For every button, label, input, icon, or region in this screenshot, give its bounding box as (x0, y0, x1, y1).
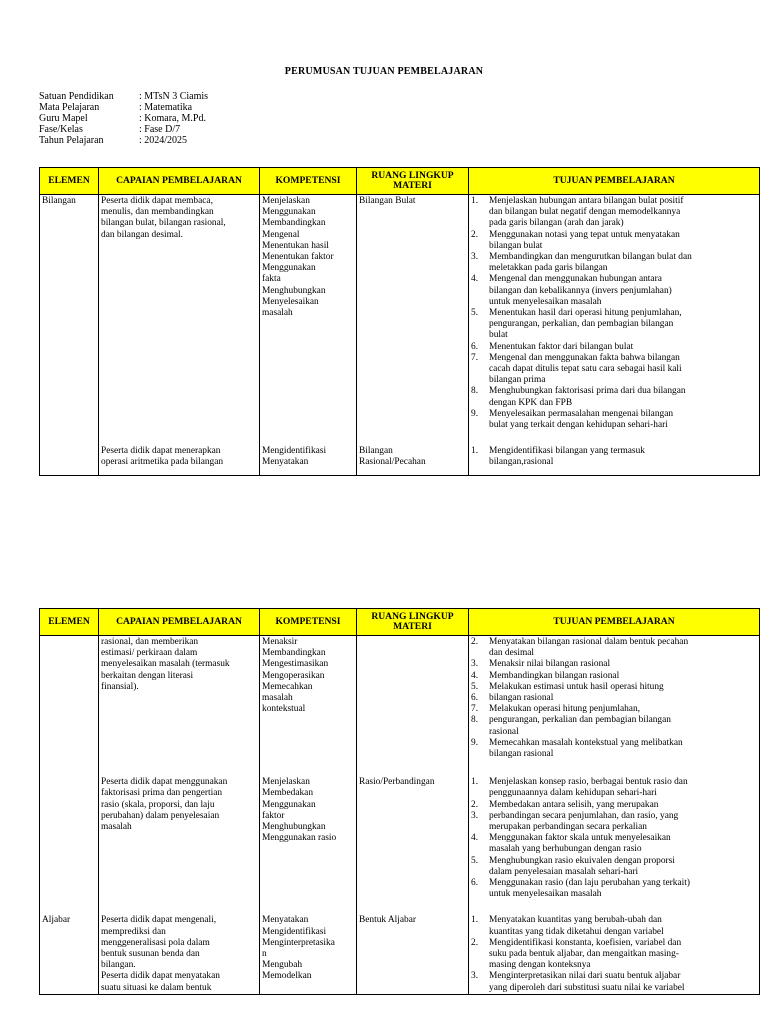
cell-elemen (40, 445, 99, 475)
tujuan-line: Mengenal dan menggunakan hubungan antara (489, 274, 662, 285)
tujuan-line: bilangan dan kebalikannya (invers penjumlahan) (489, 285, 672, 296)
tujuan-number: 3. (471, 252, 479, 263)
tujuan-item (471, 659, 757, 670)
kompetensi-line: Mengidentifikasi (262, 926, 327, 937)
tujuan-text (489, 252, 757, 274)
kompetensi-line: Menghubungkan (262, 285, 326, 296)
tujuan-number: 2. (471, 799, 479, 810)
tujuan-number: 1. (471, 446, 479, 457)
tp-table-page-2 (39, 608, 760, 995)
kompetensi-line: Mengubah (262, 960, 303, 971)
kompetensi-line: Menentukan faktor (262, 252, 334, 263)
cell-tujuan (469, 195, 760, 446)
tujuan-line: merupakan perbandingan secara perkalian (489, 822, 647, 833)
table-row (40, 636, 760, 777)
capaian-line: perubahan) dalam penyelesaian (101, 810, 220, 821)
tujuan-line: bilangan rasional (489, 693, 554, 704)
kompetensi-line: Memodelkan (262, 971, 312, 982)
tujuan-item (471, 856, 757, 878)
kompetensi-line: Mengenal (262, 229, 300, 240)
cell-tujuan (469, 636, 760, 777)
kompetensi-line: Membandingkan (262, 218, 326, 229)
capaian-line: Peserta didik dapat menerapkan (101, 446, 221, 457)
tujuan-text (489, 386, 757, 408)
tujuan-text (489, 800, 757, 811)
tujuan-line: masalah yang berhubungan dengan rasio (489, 844, 642, 855)
tujuan-item (471, 811, 757, 833)
tujuan-line: Membandingkan bilangan rasional (489, 670, 620, 681)
tujuan-line: yang diperoleh dari substitusi suatu nilai ke variabel (489, 982, 685, 993)
tujuan-line: Menginterpretasikan nilai dari suatu bentuk aljabar (489, 971, 681, 982)
tujuan-line: bulat yang terkait dengan kehidupan sehari-hari (489, 420, 668, 431)
kompetensi-line: Menggunakan (262, 799, 316, 810)
capaian-line: faktorisasi prima dan pengertian (101, 788, 223, 799)
capaian-line: masalah (101, 822, 132, 833)
document-meta (39, 91, 208, 146)
kompetensi-line: Menaksir (262, 637, 298, 647)
tujuan-item (471, 386, 757, 408)
tujuan-list (471, 915, 757, 993)
capaian-line: suatu situasi ke dalam bentuk (101, 982, 212, 993)
tujuan-item (471, 800, 757, 811)
capaian-line: Peserta didik dapat mengenali, (101, 915, 217, 926)
kompetensi-line: kontekstual (262, 704, 306, 715)
tujuan-list (471, 777, 757, 900)
tujuan-number: 2. (471, 229, 479, 240)
tujuan-number: 9. (471, 408, 479, 419)
tujuan-text (489, 738, 757, 760)
cell-ruang-lingkup (357, 195, 469, 446)
kompetensi-line: Menyatakan (262, 457, 309, 468)
tujuan-line: dan desimal (489, 648, 535, 659)
tujuan-number: 7. (471, 704, 479, 715)
capaian-line: bilangan bulat, bilangan rasional, (101, 218, 226, 229)
tujuan-number: 9. (471, 737, 479, 748)
tujuan-line: bilangan,rasional (489, 457, 554, 468)
tujuan-line: pengurangan, perkalian dan pembagian bilangan (489, 715, 671, 726)
tujuan-item (471, 704, 757, 715)
tujuan-text (489, 833, 757, 855)
cell-elemen (40, 776, 99, 914)
tujuan-line: Menyatakan kuantitas yang berubah-ubah dan (489, 915, 662, 926)
tujuan-text (489, 704, 757, 715)
table-row (40, 445, 760, 475)
tujuan-text (489, 353, 757, 387)
tujuan-line: dalam penyelesaian masalah sehari-hari (489, 866, 639, 877)
tujuan-line: dengan KPK dan FPB (489, 397, 573, 408)
tujuan-item (471, 230, 757, 252)
tujuan-line: perbandingan secara penjumlahan, dan rasio, yang (489, 810, 679, 821)
kompetensi-line: Menggunakan (262, 207, 316, 218)
tujuan-line: Menentukan hasil dari operasi hitung penjumlahan, (489, 308, 682, 319)
tujuan-text (489, 915, 757, 937)
tujuan-line: Menentukan faktor dari bilangan bulat (489, 341, 634, 352)
capaian-line: dan bilangan desimal. (101, 229, 184, 240)
tujuan-item (471, 971, 757, 993)
tujuan-line: Menaksir nilai bilangan rasional (489, 659, 611, 670)
header-elemen: ELEMEN (40, 609, 99, 636)
tujuan-line: Memecahkan masalah kontekstual yang melibatkan (489, 737, 683, 748)
tujuan-line: suku pada bentuk aljabar, dan mengaitkan masing- (489, 949, 679, 960)
cell-ruang-lingkup (357, 776, 469, 914)
tujuan-text (489, 342, 757, 353)
capaian-line: bilangan. (101, 960, 136, 971)
tujuan-item (471, 252, 757, 274)
tujuan-text (489, 274, 757, 308)
header-ruang-lingkup: RUANG LINGKUP MATERI (357, 168, 469, 195)
kompetensi-line: fakta (262, 274, 281, 285)
tujuan-line: bilangan rasional (489, 749, 554, 760)
kompetensi-line: Menyelesaikan (262, 296, 319, 307)
kompetensi-line: Membandingkan (262, 648, 326, 659)
tujuan-item (471, 671, 757, 682)
tujuan-item (471, 682, 757, 693)
kompetensi-line: Mengestimasikan (262, 659, 329, 670)
tujuan-line: untuk menyelesaikan masalah (489, 889, 602, 900)
tujuan-line: bulat (489, 330, 508, 341)
tujuan-text (489, 715, 757, 737)
tujuan-line: cacah dapat ditulis tepat satu cara sebagai hasil kali (489, 364, 682, 375)
tujuan-line: Melakukan estimasi untuk hasil operasi hitung (489, 681, 664, 692)
capaian-line: menyelesaikan masalah (termasuk (101, 659, 230, 670)
tujuan-text (489, 938, 757, 972)
meta-label: Tahun Pelajaran (39, 135, 104, 146)
cell-capaian (99, 445, 260, 475)
tujuan-text (489, 971, 757, 993)
cell-ruang-lingkup (357, 636, 469, 777)
tujuan-line: pada garis bilangan (arah dan jarak) (489, 218, 624, 229)
meta-label: Fase/Kelas (39, 124, 83, 135)
tujuan-number: 1. (471, 777, 479, 788)
tujuan-text (489, 811, 757, 833)
tujuan-line: meletakkan pada garis bilangan (489, 263, 608, 274)
meta-value: : Fase D/7 (139, 124, 181, 135)
tujuan-number: 3. (471, 971, 479, 982)
cell-kompetensi (260, 445, 357, 475)
kompetensi-line: Menggunakan rasio (262, 833, 337, 844)
capaian-line: menulis, dan membandingkan (101, 207, 214, 218)
cell-capaian (99, 636, 260, 777)
tujuan-number: 4. (471, 670, 479, 681)
tujuan-item (471, 915, 757, 937)
tujuan-item (471, 409, 757, 431)
tujuan-line: untuk menyelesaikan masalah (489, 296, 602, 307)
kompetensi-line: masalah (262, 308, 293, 319)
tujuan-item (471, 777, 757, 799)
tujuan-number: 8. (471, 715, 479, 726)
tujuan-number: 4. (471, 833, 479, 844)
tujuan-number: 2. (471, 637, 479, 647)
tujuan-line: Menyelesaikan permasalahan mengenai bilangan (489, 408, 674, 419)
tujuan-line: Mengidentifikasi konstanta, koefisien, variabel dan (489, 937, 682, 948)
tujuan-line: Melakukan operasi hitung penjumlahan, (489, 704, 641, 715)
tujuan-item (471, 938, 757, 972)
cell-ruang-lingkup (357, 445, 469, 475)
tujuan-item (471, 446, 757, 468)
tujuan-text (489, 777, 757, 799)
tujuan-item (471, 637, 757, 659)
tujuan-number: 1. (471, 915, 479, 926)
meta-row-satuan (39, 91, 208, 102)
capaian-line: memprediksi dan (101, 926, 166, 937)
tujuan-text (489, 878, 757, 900)
kompetensi-line: Membedakan (262, 788, 314, 799)
tujuan-line: Menghubungkan rasio ekuivalen dengan proporsi (489, 855, 675, 866)
tujuan-text (489, 446, 757, 468)
kompetensi-line: Menentukan hasil (262, 240, 329, 251)
tujuan-item (471, 342, 757, 353)
cell-kompetensi (260, 914, 357, 994)
tujuan-text (489, 682, 757, 693)
kompetensi-line: Menggunakan (262, 263, 316, 274)
tujuan-number: 3. (471, 659, 479, 670)
tujuan-item (471, 715, 757, 737)
cell-capaian (99, 195, 260, 446)
tujuan-number: 2. (471, 937, 479, 948)
kompetensi-line: n (262, 949, 267, 960)
tp-table-page-1 (39, 167, 760, 476)
tujuan-text (489, 308, 757, 342)
tujuan-number: 5. (471, 681, 479, 692)
tujuan-text (489, 409, 757, 431)
tujuan-number: 6. (471, 693, 479, 704)
kompetensi-line: Menjelaskan (262, 196, 310, 206)
cell-capaian (99, 914, 260, 994)
header-tujuan: TUJUAN PEMBELAJARAN (469, 609, 760, 636)
kompetensi-line: Menginterpretasika (262, 937, 335, 948)
tujuan-item (471, 308, 757, 342)
cell-ruang-lingkup (357, 914, 469, 994)
tujuan-line: Mengidentifikasi bilangan yang termasuk (489, 446, 645, 457)
capaian-line: finansial). (101, 681, 139, 692)
tujuan-number: 5. (471, 855, 479, 866)
tujuan-line: rasional (489, 726, 519, 737)
header-tujuan: TUJUAN PEMBELAJARAN (469, 168, 760, 195)
cell-tujuan (469, 445, 760, 475)
capaian-line: Peserta didik dapat menyatakan (101, 971, 220, 982)
ruang-lingkup-line: Rasional/Pecahan (359, 457, 426, 468)
tujuan-text (489, 659, 757, 670)
header-ruang-lingkup: RUANG LINGKUP MATERI (357, 609, 469, 636)
tujuan-number: 7. (471, 352, 479, 363)
kompetensi-line: Menyatakan (262, 915, 309, 926)
meta-value: : MTsN 3 Ciamis (139, 91, 209, 102)
cell-elemen: Aljabar (40, 914, 99, 994)
meta-row-tahun (39, 135, 208, 146)
ruang-lingkup-line: Bilangan (359, 446, 393, 457)
kompetensi-line: Mengoperasikan (262, 670, 325, 681)
cell-kompetensi (260, 776, 357, 914)
tujuan-number: 6. (471, 341, 479, 352)
tujuan-text (489, 230, 757, 252)
tujuan-line: kuantitas yang tidak diketahui dengan variabel (489, 926, 664, 937)
tujuan-line: masing dengan konteksnya (489, 960, 591, 971)
tujuan-line: Menggunakan faktor skala untuk menyelesaikan (489, 833, 671, 844)
cell-capaian (99, 776, 260, 914)
cell-kompetensi (260, 195, 357, 446)
meta-label: Guru Mapel (39, 113, 88, 124)
tujuan-item (471, 693, 757, 704)
ruang-lingkup-line: Bilangan Bulat (359, 196, 416, 206)
kompetensi-line: Menjelaskan (262, 777, 310, 788)
tujuan-line: Menyatakan bilangan rasional dalam bentuk pecahan (489, 637, 689, 647)
capaian-line: berkaitan dengan literasi (101, 670, 194, 681)
header-elemen: ELEMEN (40, 168, 99, 195)
tujuan-number: 4. (471, 274, 479, 285)
tujuan-number: 1. (471, 196, 479, 206)
cell-kompetensi (260, 636, 357, 777)
kompetensi-line: faktor (262, 810, 285, 821)
tujuan-line: penggunaannya dalam kehidupan sehari-hari (489, 788, 657, 799)
tujuan-line: pengurangan, perkalian, dan pembagian bilangan (489, 319, 674, 330)
tujuan-item (471, 833, 757, 855)
kompetensi-line: Menghubungkan (262, 822, 326, 833)
cell-tujuan (469, 776, 760, 914)
kompetensi-line: masalah (262, 693, 293, 704)
tujuan-item (471, 738, 757, 760)
capaian-line: Peserta didik dapat membaca, (101, 196, 213, 206)
capaian-line: estimasi/ perkiraan dalam (101, 648, 198, 659)
kompetensi-line: Mengidentifikasi (262, 446, 327, 457)
meta-row-fase (39, 124, 208, 135)
tujuan-list (471, 196, 757, 431)
tujuan-line: bilangan bulat (489, 240, 543, 251)
capaian-line: menggeneralisasi pola dalam (101, 937, 210, 948)
tujuan-list (471, 446, 757, 468)
table-row (40, 195, 760, 446)
tujuan-item (471, 196, 757, 230)
table-header-row (40, 168, 760, 195)
capaian-line: bentuk susunan benda dan (101, 949, 200, 960)
meta-label: Mata Pelajaran (39, 102, 100, 113)
capaian-line: rasio (skala, proporsi, dan laju (101, 799, 215, 810)
document-title: PERUMUSAN TUJUAN PEMBELAJARAN (284, 66, 484, 77)
tujuan-text (489, 671, 757, 682)
cell-elemen (40, 636, 99, 777)
tujuan-line: Menghubungkan faktorisasi prima dari dua bilangan (489, 386, 686, 397)
meta-value: : 2024/2025 (139, 135, 188, 146)
ruang-lingkup-line: Bentuk Aljabar (359, 915, 417, 926)
cell-tujuan (469, 914, 760, 994)
tujuan-line: Menggunakan notasi yang tepat untuk menyatakan (489, 229, 680, 240)
ruang-lingkup-line: Rasio/Perbandingan (359, 777, 435, 788)
meta-value: : Komara, M.Pd. (139, 113, 206, 124)
table-row (40, 776, 760, 914)
tujuan-item (471, 274, 757, 308)
header-capaian: CAPAIAN PEMBELAJARAN (99, 168, 260, 195)
capaian-line: rasional, dan memberikan (101, 637, 199, 647)
header-kompetensi: KOMPETENSI (260, 168, 357, 195)
tujuan-line: Membandingkan dan mengurutkan bilangan bulat dan (489, 252, 692, 263)
capaian-line: operasi aritmetika pada bilangan (101, 457, 224, 468)
meta-row-guru (39, 113, 208, 124)
tujuan-number: 6. (471, 878, 479, 889)
tujuan-line: Mengenal dan menggunakan fakta bahwa bilangan (489, 352, 680, 363)
tujuan-list (471, 637, 757, 760)
tujuan-line: Menggunakan rasio (dan laju perubahan yang terkait) (489, 878, 690, 889)
tujuan-number: 5. (471, 308, 479, 319)
table-row (40, 914, 760, 994)
tujuan-text (489, 856, 757, 878)
tujuan-line: dan bilangan bulat negatif dengan memodelkannya (489, 207, 681, 218)
tujuan-text (489, 637, 757, 659)
meta-value: : Matematika (139, 102, 193, 113)
capaian-line: Peserta didik dapat menggunakan (101, 777, 228, 788)
tujuan-line: Menjelaskan hubungan antara bilangan bulat positif (489, 196, 684, 206)
meta-row-mapel (39, 102, 208, 113)
header-capaian: CAPAIAN PEMBELAJARAN (99, 609, 260, 636)
cell-elemen: Bilangan (40, 195, 99, 446)
tujuan-line: Membedakan antara selisih, yang merupakan (489, 799, 659, 810)
tujuan-text (489, 693, 757, 704)
tujuan-text (489, 196, 757, 230)
table-header-row (40, 609, 760, 636)
tujuan-number: 8. (471, 386, 479, 397)
tujuan-item (471, 353, 757, 387)
header-kompetensi: KOMPETENSI (260, 609, 357, 636)
tujuan-item (471, 878, 757, 900)
kompetensi-line: Memecahkan (262, 681, 313, 692)
tujuan-number: 3. (471, 810, 479, 821)
meta-label: Satuan Pendidikan (39, 91, 114, 102)
tujuan-line: bilangan prima (489, 375, 546, 386)
tujuan-line: Menjelaskan konsep rasio, berbagai bentuk rasio dan (489, 777, 688, 788)
